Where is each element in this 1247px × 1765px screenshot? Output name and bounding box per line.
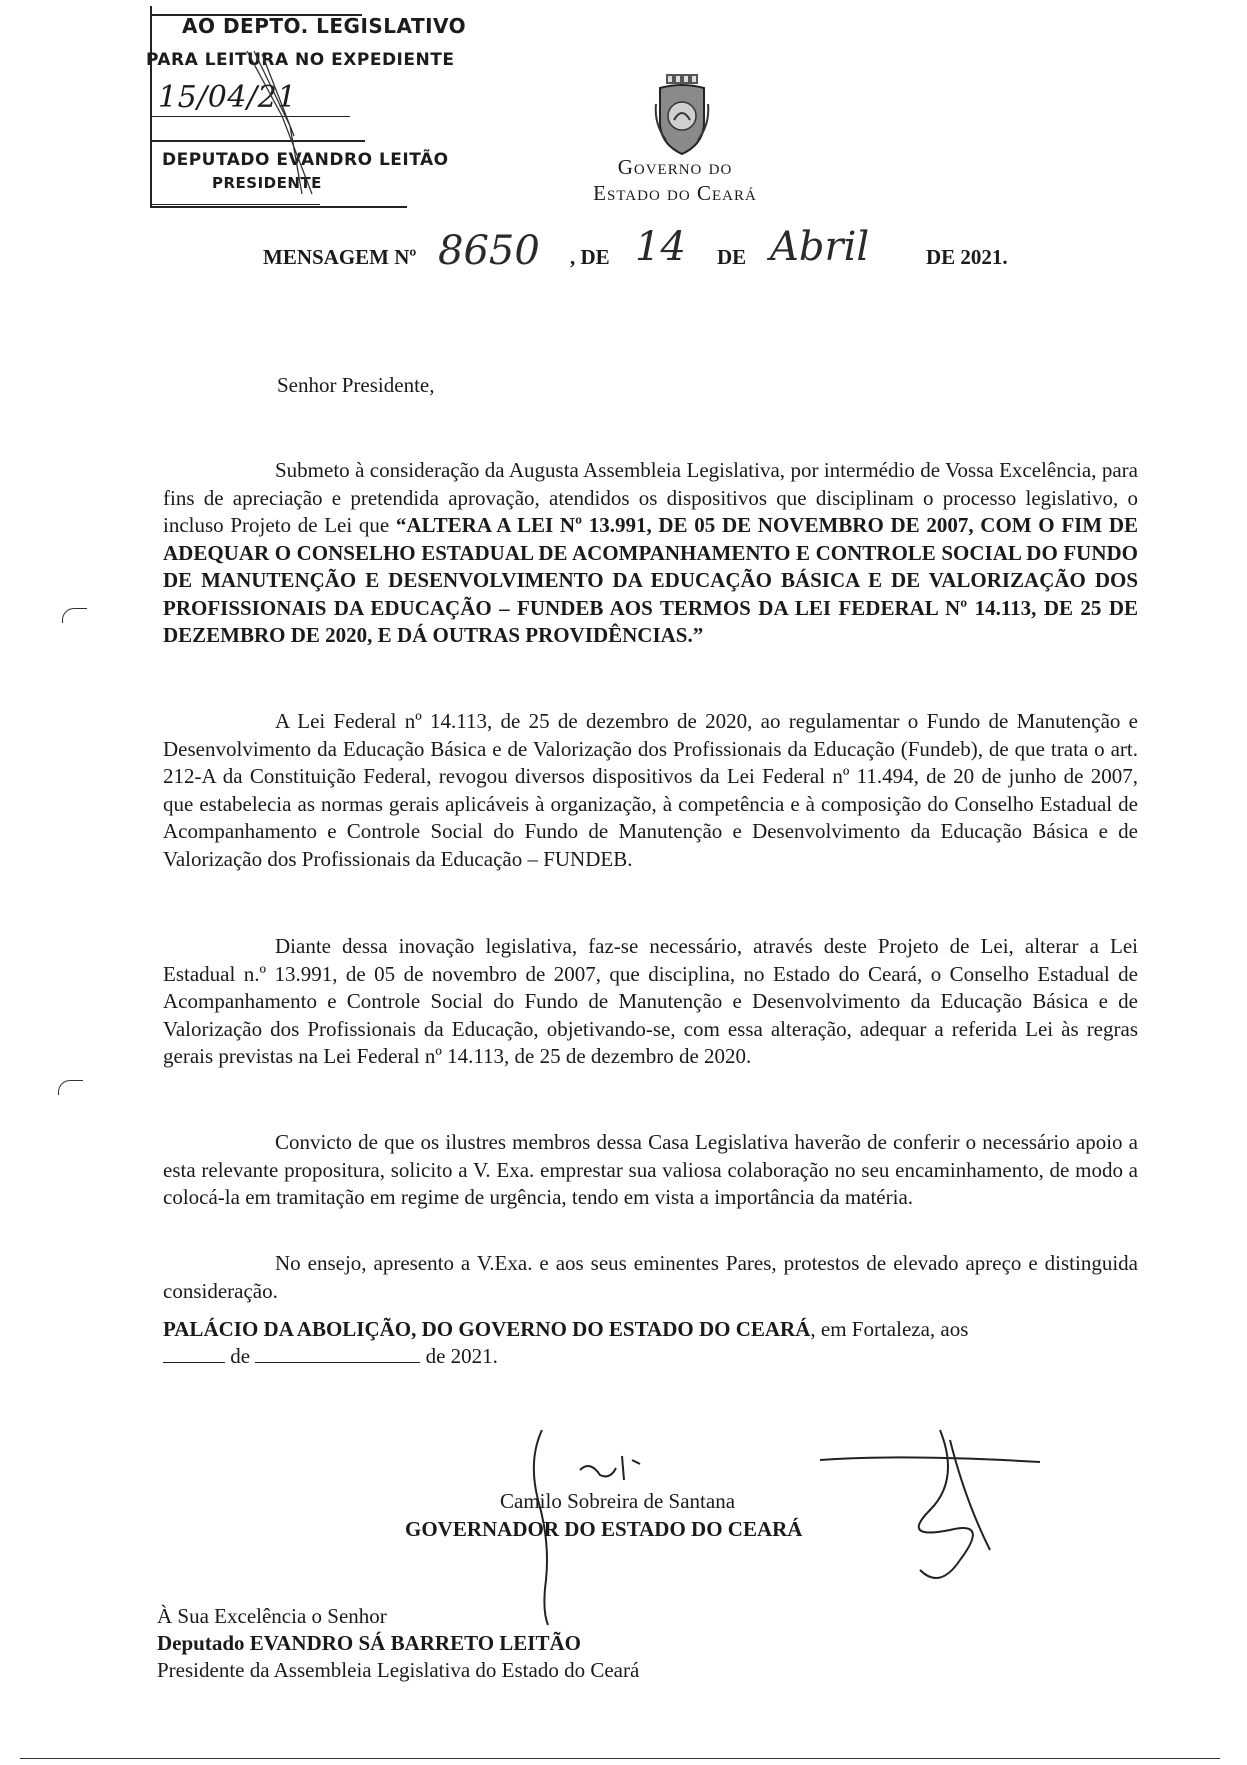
place-line (163, 1316, 1138, 1344)
stamp-signature-scribble (242, 46, 322, 196)
date-de-1: de (230, 1344, 251, 1368)
date-de-2: de 2021. (425, 1344, 498, 1368)
paragraph-3: Diante dessa inovação legislativa, faz-se necessário, através deste Projeto de Lei, alterar a Lei Estadual n.º 13.991, de 05 de novembro de 2007, que disciplina, no Estado do Ceará, o Conselho Estadual de Acompanhamento e Controle Social do Fundo de Manutenção e Desenvolvimento da Educação Básica e de Valorização dos Profissionais da Educação, objetivando-se, com essa alteração, adequar a referida Lei às regras gerais previstas na Lei Federal nº 14.113, de 25 de dezembro de 2020. (163, 934, 1138, 1068)
place-rest: , em Fortaleza, aos (810, 1317, 969, 1341)
stamp-date: 15/04/21 (158, 80, 297, 115)
mensagem-label: MENSAGEM Nº (263, 245, 417, 269)
stamp-line-2: PARA LEITURA NO EXPEDIENTE (146, 50, 455, 70)
protocol-stamp (146, 6, 467, 208)
date-line (163, 1343, 1138, 1371)
stamp-line-3: DEPUTADO EVANDRO LEITÃO (162, 150, 449, 170)
footer-rule (20, 1758, 1220, 1759)
place-bold: PALÁCIO DA ABOLIÇÃO, DO GOVERNO DO ESTADO DO CEARÁ (163, 1317, 811, 1341)
gov-line-1: Governo do (617, 155, 733, 179)
paragraph-2: A Lei Federal nº 14.113, de 25 de dezembro de 2020, ao regulamentar o Fundo de Manutenção e Desenvolvimento da Educação Básica e de Valorização dos Profissionais da Educação (Fundeb), de que trata o art. 212-A da Constituição Federal, revogou diversos dispositivos da Lei Federal nº 11.494, de 20 de junho de 2007, que estabelecia as normas gerais aplicáveis à organização, à competência e à composição do Conselho Estadual de Acompanhamento e Controle Social do Fundo de Manutenção e Desenvolvimento da Educação Básica e de Valorização dos Profissionais da Educação – FUNDEB. (163, 709, 1138, 871)
signer-title: GOVERNADOR DO ESTADO DO CEARÁ (405, 1517, 803, 1541)
margin-mark (58, 1080, 83, 1095)
paragraph-1-bill-title: “ALTERA A LEI Nº 13.991, DE 05 DE NOVEMBRO DE 2007, COM O FIM DE ADEQUAR O CONSELHO ESTADUAL DE ACOMPANHAMENTO E CONTROLE SOCIAL DO FUNDO DE MANUTENÇÃO E DESENVOLVIMENTO DA EDUCAÇÃO BÁSICA E DE VALORIZAÇÃO DOS PROFISSIONAIS DA EDUCAÇÃO – FUNDEB AOS TERMOS DA LEI FEDERAL Nº 14.113, DE 25 DE DEZEMBRO DE 2020, E DÁ OUTRAS PROVIDÊNCIAS.” (163, 513, 1138, 647)
paragraph-1-text: Submeto à consideração da Augusta Assembleia Legislativa, por intermédio de Vossa Excelência, para fins de apreciação e pretendida aprovação, atendidos os dispositivos que disciplinam o processo legislativo, o incluso Projeto de Lei que (163, 458, 1138, 537)
addressee-line-1: À Sua Excelência o Senhor (157, 1604, 387, 1628)
paragraph-1 (163, 457, 1138, 650)
salutation: Senhor Presidente, (277, 373, 435, 397)
mensagem-de-2: DE (717, 245, 747, 269)
stamp-line-4: PRESIDENTE (212, 174, 322, 192)
stamp-line-1: AO DEPTO. LEGISLATIVO (182, 14, 467, 38)
paragraph-5: No ensejo, apresento a V.Exa. e aos seus eminentes Pares, protestos de elevado apreço e distinguida consideração. (163, 1251, 1138, 1303)
gov-line-2: Estado do Ceará (593, 181, 757, 205)
mensagem-month: Abril (770, 224, 870, 270)
mensagem-day: 14 (635, 224, 686, 270)
addressee-block (157, 1603, 639, 1684)
margin-mark (62, 608, 87, 623)
addressee-line-2: Deputado EVANDRO SÁ BARRETO LEITÃO (157, 1631, 581, 1655)
mensagem-number: 8650 (438, 228, 540, 274)
paragraph-4: Convicto de que os ilustres membros dessa Casa Legislativa haverão de conferir o necessário apoio a esta relevante propositura, solicito a V. Exa. emprestar sua valiosa colaboração no seu encaminhamento, de modo a colocá-la em tramitação em regime de urgência, tendo em vista a importância da matéria. (163, 1130, 1138, 1209)
mensagem-de-1: , DE (570, 245, 610, 269)
coat-of-arms-icon (652, 74, 712, 158)
mensagem-year: DE 2021. (926, 245, 1008, 269)
signer-name: Camilo Sobreira de Santana (500, 1489, 736, 1513)
addressee-line-3: Presidente da Assembleia Legislativa do Estado do Ceará (157, 1658, 640, 1682)
government-header (560, 154, 790, 206)
